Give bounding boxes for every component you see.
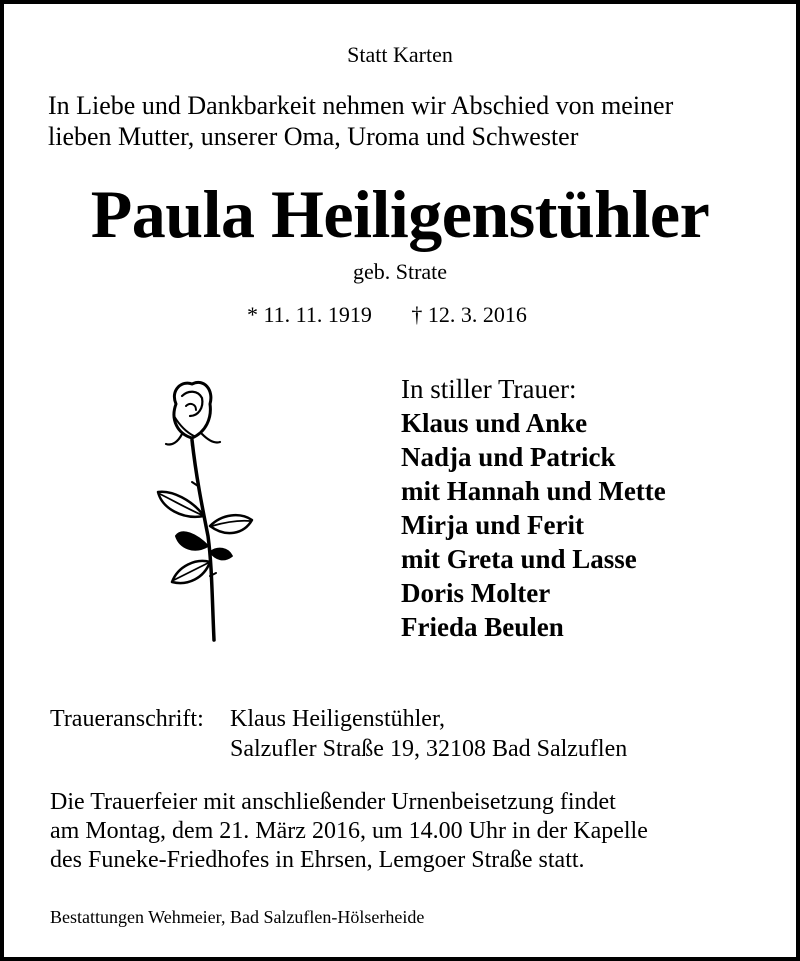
ceremony-line: am Montag, dem 21. März 2016, um 14.00 Uhr in der Kapelle bbox=[50, 818, 648, 844]
mourner-name: Doris Molter bbox=[401, 578, 551, 608]
intro-line: In Liebe und Dankbarkeit nehmen wir Abschied von meiner bbox=[48, 91, 674, 120]
rose-icon bbox=[152, 376, 254, 644]
ceremony-info bbox=[50, 788, 648, 875]
intro-line: lieben Mutter, unserer Oma, Uroma und Schwester bbox=[48, 122, 579, 151]
ceremony-line: des Funeke-Friedhofes in Ehrsen, Lemgoer Straße statt. bbox=[50, 847, 585, 873]
mourner-name: Nadja und Patrick bbox=[401, 442, 616, 472]
birth-date: * 11. 11. 1919 bbox=[247, 302, 372, 327]
mourner-name: mit Hannah und Mette bbox=[401, 476, 666, 506]
mourner-name: Klaus und Anke bbox=[401, 408, 588, 438]
undertaker: Bestattungen Wehmeier, Bad Salzuflen-Hölserheide bbox=[50, 907, 425, 927]
ceremony-line: Die Trauerfeier mit anschließender Urnenbeisetzung findet bbox=[50, 789, 616, 815]
mourner-name: Mirja und Ferit bbox=[401, 510, 584, 540]
address-line: Salzufler Straße 19, 32108 Bad Salzuflen bbox=[230, 736, 628, 762]
mourner-name: Frieda Beulen bbox=[401, 612, 564, 642]
death-date: † 12. 3. 2016 bbox=[411, 302, 527, 327]
deceased-name: Paula Heiligenstühler bbox=[90, 176, 710, 252]
mourners-block bbox=[401, 372, 666, 644]
intro-text bbox=[48, 90, 673, 152]
address-label: Traueranschrift: bbox=[50, 706, 204, 732]
mourners-list bbox=[401, 406, 666, 644]
mourning-address bbox=[50, 704, 627, 764]
life-dates bbox=[247, 302, 527, 328]
birth-name: geb. Strate bbox=[352, 259, 448, 284]
mourners-label: In stiller Trauer: bbox=[401, 374, 577, 404]
headline: Statt Karten bbox=[347, 42, 453, 67]
address-line: Klaus Heiligenstühler, bbox=[230, 706, 445, 732]
mourner-name: mit Greta und Lasse bbox=[401, 544, 637, 574]
